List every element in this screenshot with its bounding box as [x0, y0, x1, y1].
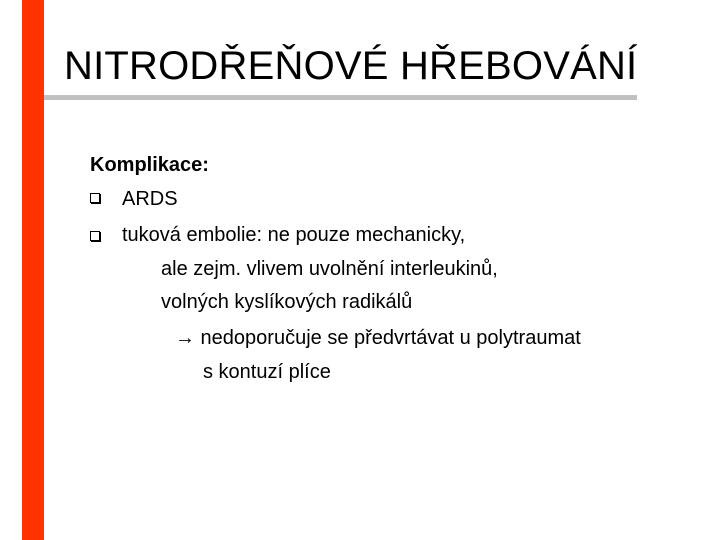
title-underline — [44, 95, 637, 100]
slide-title: NITRODŘEŇOVÉ HŘEBOVÁNÍ — [64, 44, 638, 88]
complications-heading: Komplikace: — [90, 154, 209, 176]
bullet-item-ards: ARDS — [122, 188, 178, 210]
bullet-item-fat-embolism: tuková embolie: ne pouze mechanicky, — [122, 224, 466, 246]
continuation-line: volných kyslíkových radikálů — [161, 291, 413, 313]
recommendation-line: → nedoporučuje se předvrtávat u polytraumat — [175, 327, 581, 349]
continuation-line: s kontuzí plíce — [203, 361, 331, 383]
square-bullet-icon — [90, 193, 100, 203]
continuation-line: ale zejm. vlivem uvolnění interleukinů, — [161, 258, 498, 280]
accent-bar — [22, 0, 44, 540]
square-bullet-icon — [90, 231, 100, 241]
